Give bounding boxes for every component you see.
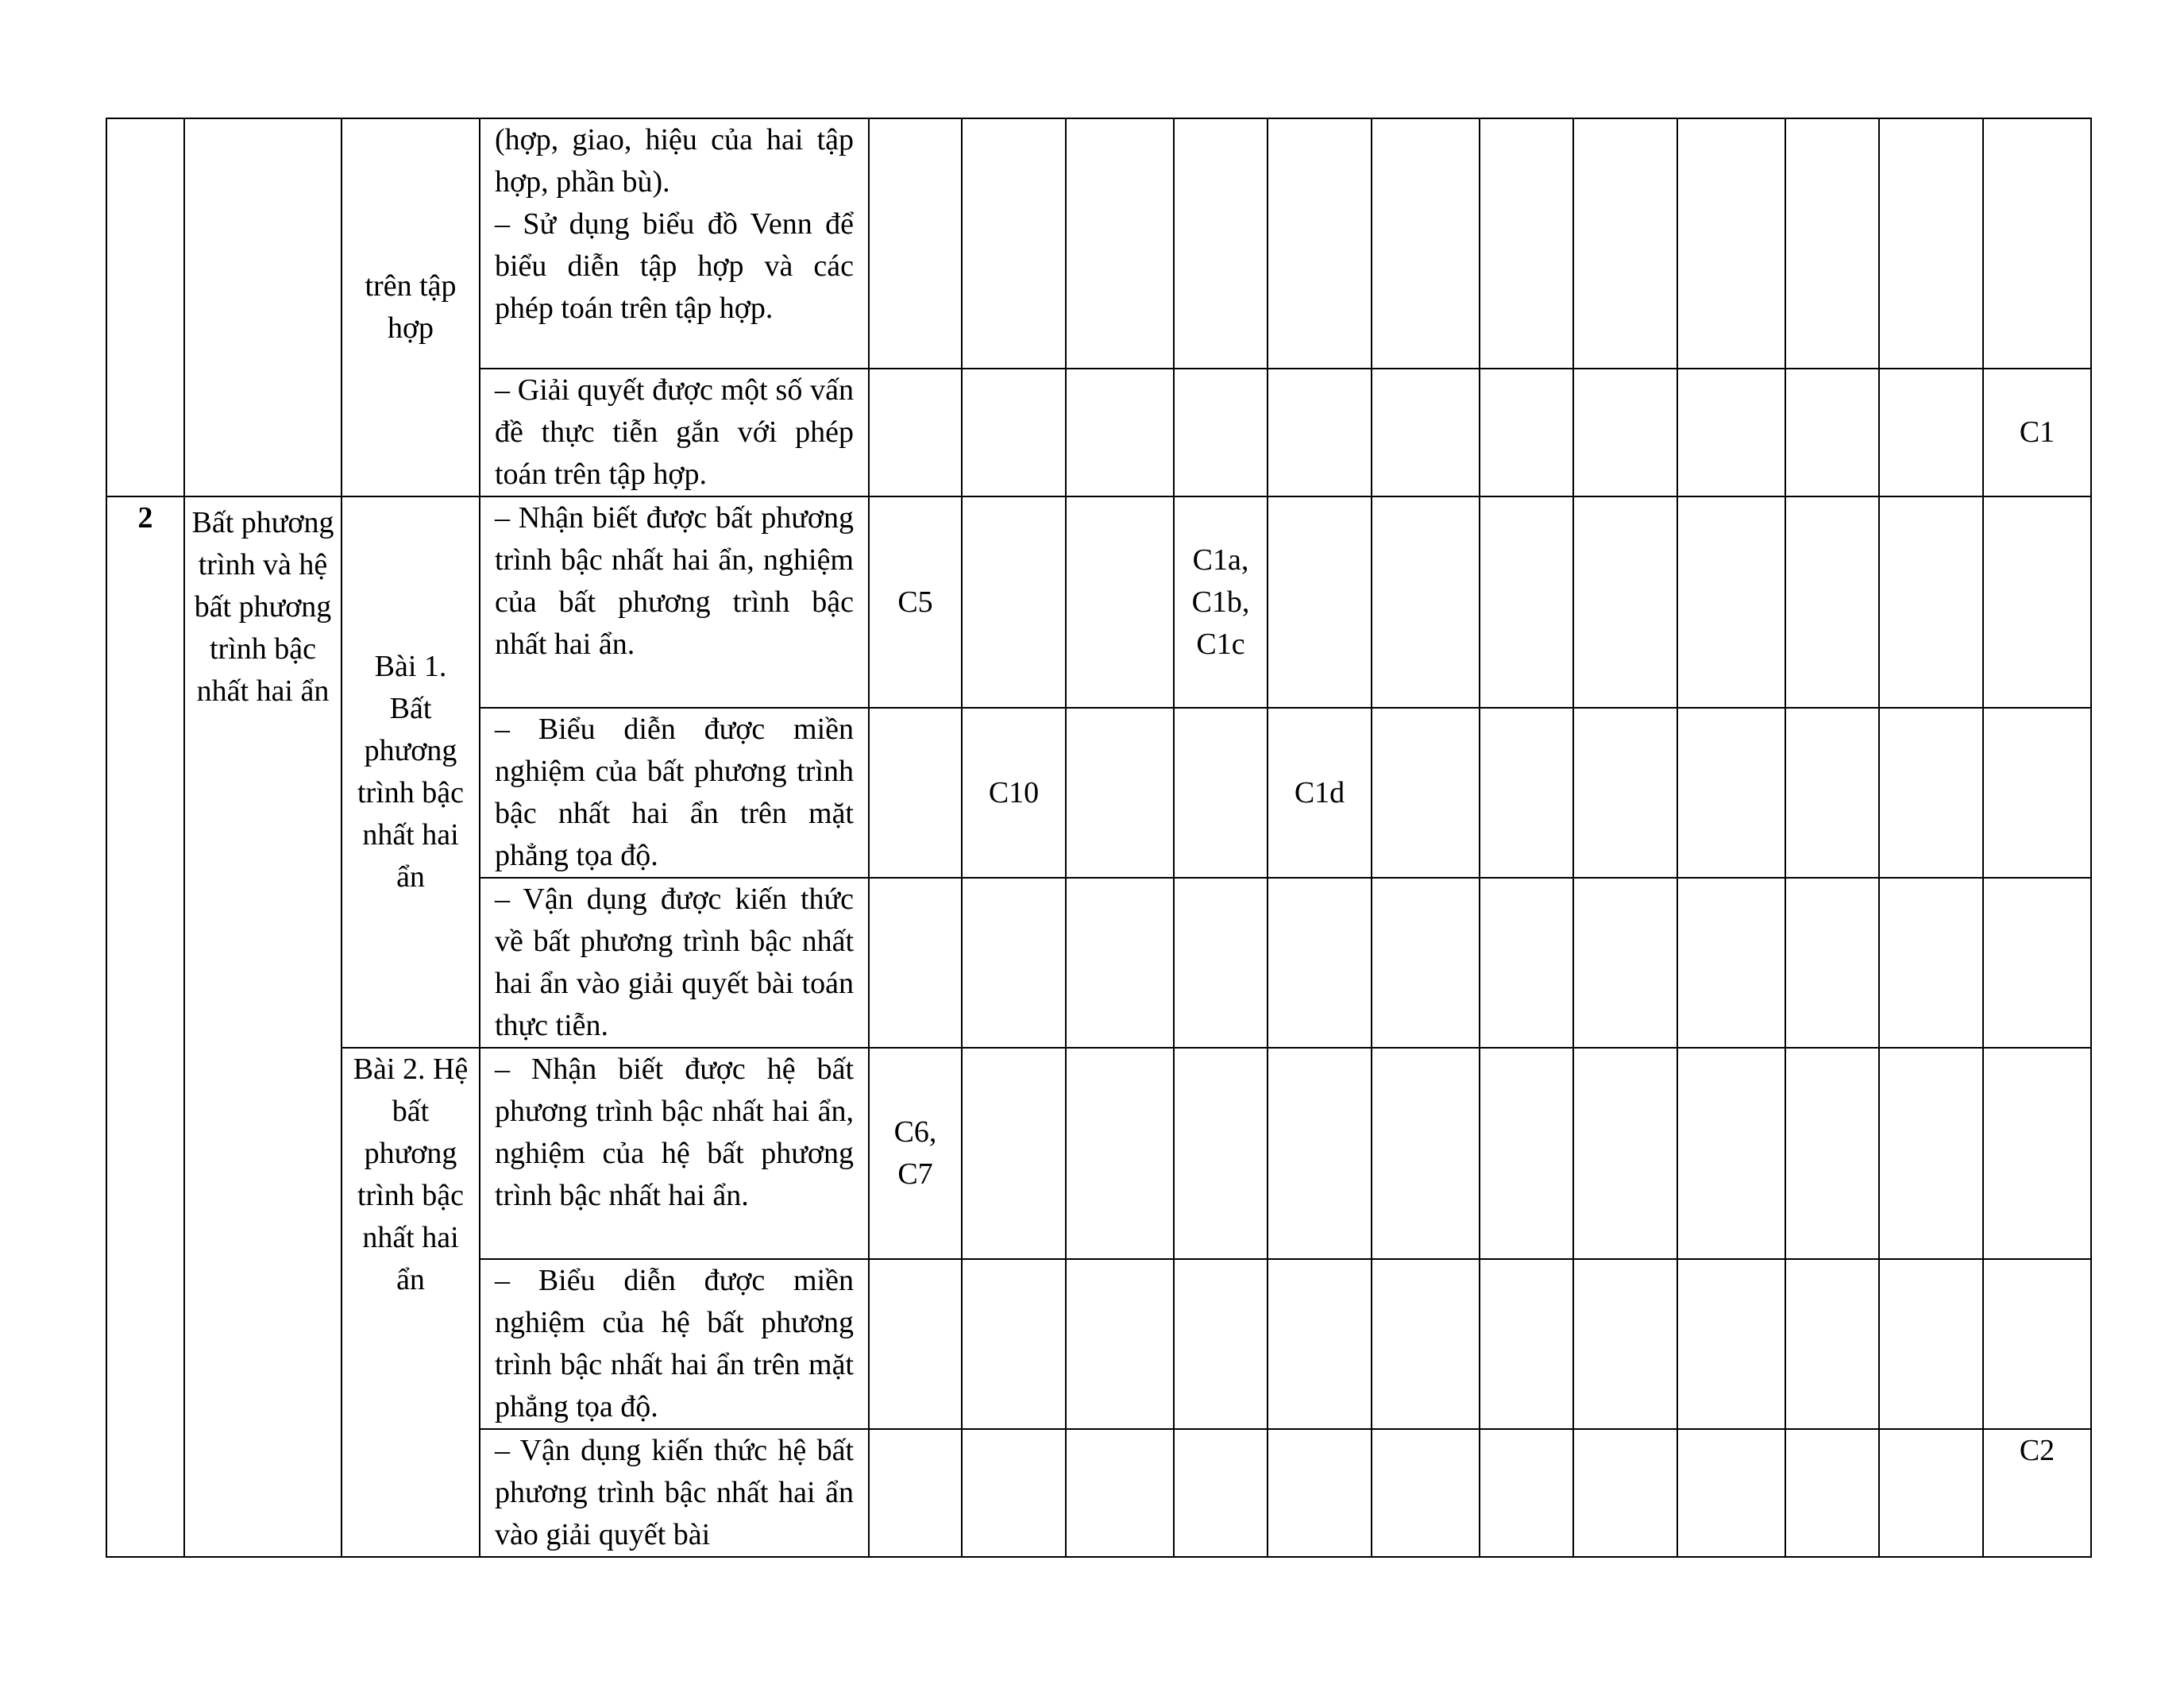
code-cell: C10	[962, 708, 1066, 878]
code-cell	[1480, 1429, 1573, 1557]
requirement-cell: – Vận dụng được kiến thức về bất phương trình bậc nhất hai ẩn vào giải quyết bài toán thực tiễn.	[480, 878, 869, 1048]
code-cell	[1677, 1429, 1785, 1557]
topic-cell	[184, 118, 341, 496]
code-cell	[1879, 118, 1983, 369]
code-cell	[1573, 708, 1677, 878]
code-cell	[1983, 496, 2091, 708]
topic-text: Bất phương trình và hệ bất phương trình bậc nhất hai ẩn	[191, 506, 334, 708]
code-cell	[1372, 708, 1480, 878]
code-cell	[962, 496, 1066, 708]
code-cell	[1066, 496, 1174, 708]
code-cell	[869, 1429, 962, 1557]
code-cell	[1372, 1429, 1480, 1557]
table-row	[106, 118, 2091, 369]
code-cell	[1372, 369, 1480, 496]
code-cell	[1785, 1429, 1879, 1557]
requirement-text: (hợp, giao, hiệu của hai tập hợp, phần bù). – Sử dụng biểu đồ Venn để biểu diễn tập hợp và các phép toán trên tập hợp.	[495, 123, 854, 325]
code-cell	[1677, 708, 1785, 878]
code-cell	[1480, 369, 1573, 496]
code-text: C6, C7	[893, 1115, 937, 1191]
code-cell	[1268, 1429, 1372, 1557]
code-cell	[1174, 1429, 1268, 1557]
code-cell	[1066, 118, 1174, 369]
requirement-cell: – Vận dụng kiến thức hệ bất phương trình bậc nhất hai ẩn vào giải quyết bài	[480, 1429, 869, 1557]
code-cell	[1573, 118, 1677, 369]
code-cell: C2	[1983, 1429, 2091, 1557]
code-cell	[1785, 496, 1879, 708]
code-cell	[1268, 878, 1372, 1048]
code-cell	[962, 118, 1066, 369]
code-cell	[1879, 369, 1983, 496]
lesson-cell: trên tập hợp	[341, 118, 480, 496]
lesson-text: Bài 1. Bất phương trình bậc nhất hai ẩn	[357, 650, 464, 894]
code-cell	[1174, 496, 1268, 708]
code-cell	[1372, 496, 1480, 708]
code-cell	[1677, 369, 1785, 496]
code-cell	[869, 1259, 962, 1429]
code-cell	[1268, 118, 1372, 369]
code-cell	[1573, 369, 1677, 496]
code-cell	[1268, 496, 1372, 708]
code-cell	[1573, 878, 1677, 1048]
requirement-cell: – Nhận biết được bất phương trình bậc nhất hai ẩn, nghiệm của bất phương trình bậc nhất hai ẩn.	[480, 496, 869, 708]
lesson-cell	[341, 496, 480, 1048]
topic-cell	[184, 496, 341, 1557]
code-cell: C1	[1983, 369, 2091, 496]
code-cell	[1372, 118, 1480, 369]
table-row	[106, 496, 2091, 708]
code-cell	[1879, 1259, 1983, 1429]
code-cell	[1677, 878, 1785, 1048]
code-cell	[869, 708, 962, 878]
document-page	[106, 118, 2092, 1558]
code-cell	[1785, 1048, 1879, 1259]
code-cell	[1372, 1048, 1480, 1259]
code-cell	[1268, 369, 1372, 496]
code-cell	[1372, 878, 1480, 1048]
code-cell	[1268, 1048, 1372, 1259]
code-cell	[1174, 1048, 1268, 1259]
code-cell	[1268, 1259, 1372, 1429]
lesson-cell: Bài 2. Hệ bất phương trình bậc nhất hai ẩn	[341, 1048, 480, 1557]
code-cell	[1480, 1259, 1573, 1429]
code-cell	[1480, 496, 1573, 708]
stt-cell: 2	[106, 496, 184, 1557]
code-cell	[1480, 708, 1573, 878]
code-cell	[869, 1048, 962, 1259]
code-cell	[1480, 1048, 1573, 1259]
code-cell	[1879, 708, 1983, 878]
code-cell	[962, 1259, 1066, 1429]
code-cell	[1573, 1259, 1677, 1429]
requirement-cell: – Biểu diễn được miền nghiệm của bất phương trình bậc nhất hai ẩn trên mặt phẳng tọa độ.	[480, 708, 869, 878]
table-row	[106, 1048, 2091, 1259]
code-cell	[869, 878, 962, 1048]
code-cell	[1174, 708, 1268, 878]
code-cell	[1480, 878, 1573, 1048]
code-cell	[869, 118, 962, 369]
code-cell	[1573, 1429, 1677, 1557]
code-cell: C1d	[1268, 708, 1372, 878]
code-cell	[1983, 1048, 2091, 1259]
code-cell	[1174, 878, 1268, 1048]
requirement-cell: – Nhận biết được hệ bất phương trình bậc nhất hai ẩn, nghiệm của hệ bất phương trình bậc nhất hai ẩn.	[480, 1048, 869, 1259]
code-cell	[1983, 118, 2091, 369]
code-cell	[1066, 1048, 1174, 1259]
code-cell	[1066, 369, 1174, 496]
code-cell	[1879, 878, 1983, 1048]
code-cell	[1066, 878, 1174, 1048]
code-cell	[869, 369, 962, 496]
code-cell	[1785, 369, 1879, 496]
code-cell: C5	[869, 496, 962, 708]
code-cell	[1785, 878, 1879, 1048]
code-cell	[1677, 496, 1785, 708]
specification-matrix-table	[106, 118, 2092, 1558]
requirement-cell: – Biểu diễn được miền nghiệm của hệ bất phương trình bậc nhất hai ẩn trên mặt phẳng tọa độ.	[480, 1259, 869, 1429]
code-cell	[1785, 708, 1879, 878]
code-cell	[1174, 1259, 1268, 1429]
code-cell	[1879, 496, 1983, 708]
code-cell	[1879, 1048, 1983, 1259]
code-cell	[1983, 1259, 2091, 1429]
code-cell	[1066, 708, 1174, 878]
code-cell	[1174, 369, 1268, 496]
code-cell	[1677, 118, 1785, 369]
code-cell	[1983, 708, 2091, 878]
code-cell	[1677, 1259, 1785, 1429]
requirement-cell: – Giải quyết được một số vấn đề thực tiễn gắn với phép toán trên tập hợp.	[480, 369, 869, 496]
code-cell	[1066, 1429, 1174, 1557]
code-cell	[1785, 118, 1879, 369]
stt-cell	[106, 118, 184, 496]
code-cell	[1480, 118, 1573, 369]
code-cell	[962, 369, 1066, 496]
code-text: C1a, C1b, C1c	[1191, 543, 1250, 661]
code-cell	[1174, 118, 1268, 369]
code-cell	[1785, 1259, 1879, 1429]
code-cell	[1879, 1429, 1983, 1557]
code-cell	[1677, 1048, 1785, 1259]
code-cell	[1573, 1048, 1677, 1259]
code-cell	[962, 1048, 1066, 1259]
code-cell	[1066, 1259, 1174, 1429]
code-cell	[1573, 496, 1677, 708]
code-cell	[1983, 878, 2091, 1048]
code-cell	[1372, 1259, 1480, 1429]
code-cell	[962, 1429, 1066, 1557]
requirement-cell	[480, 118, 869, 369]
code-cell	[962, 878, 1066, 1048]
